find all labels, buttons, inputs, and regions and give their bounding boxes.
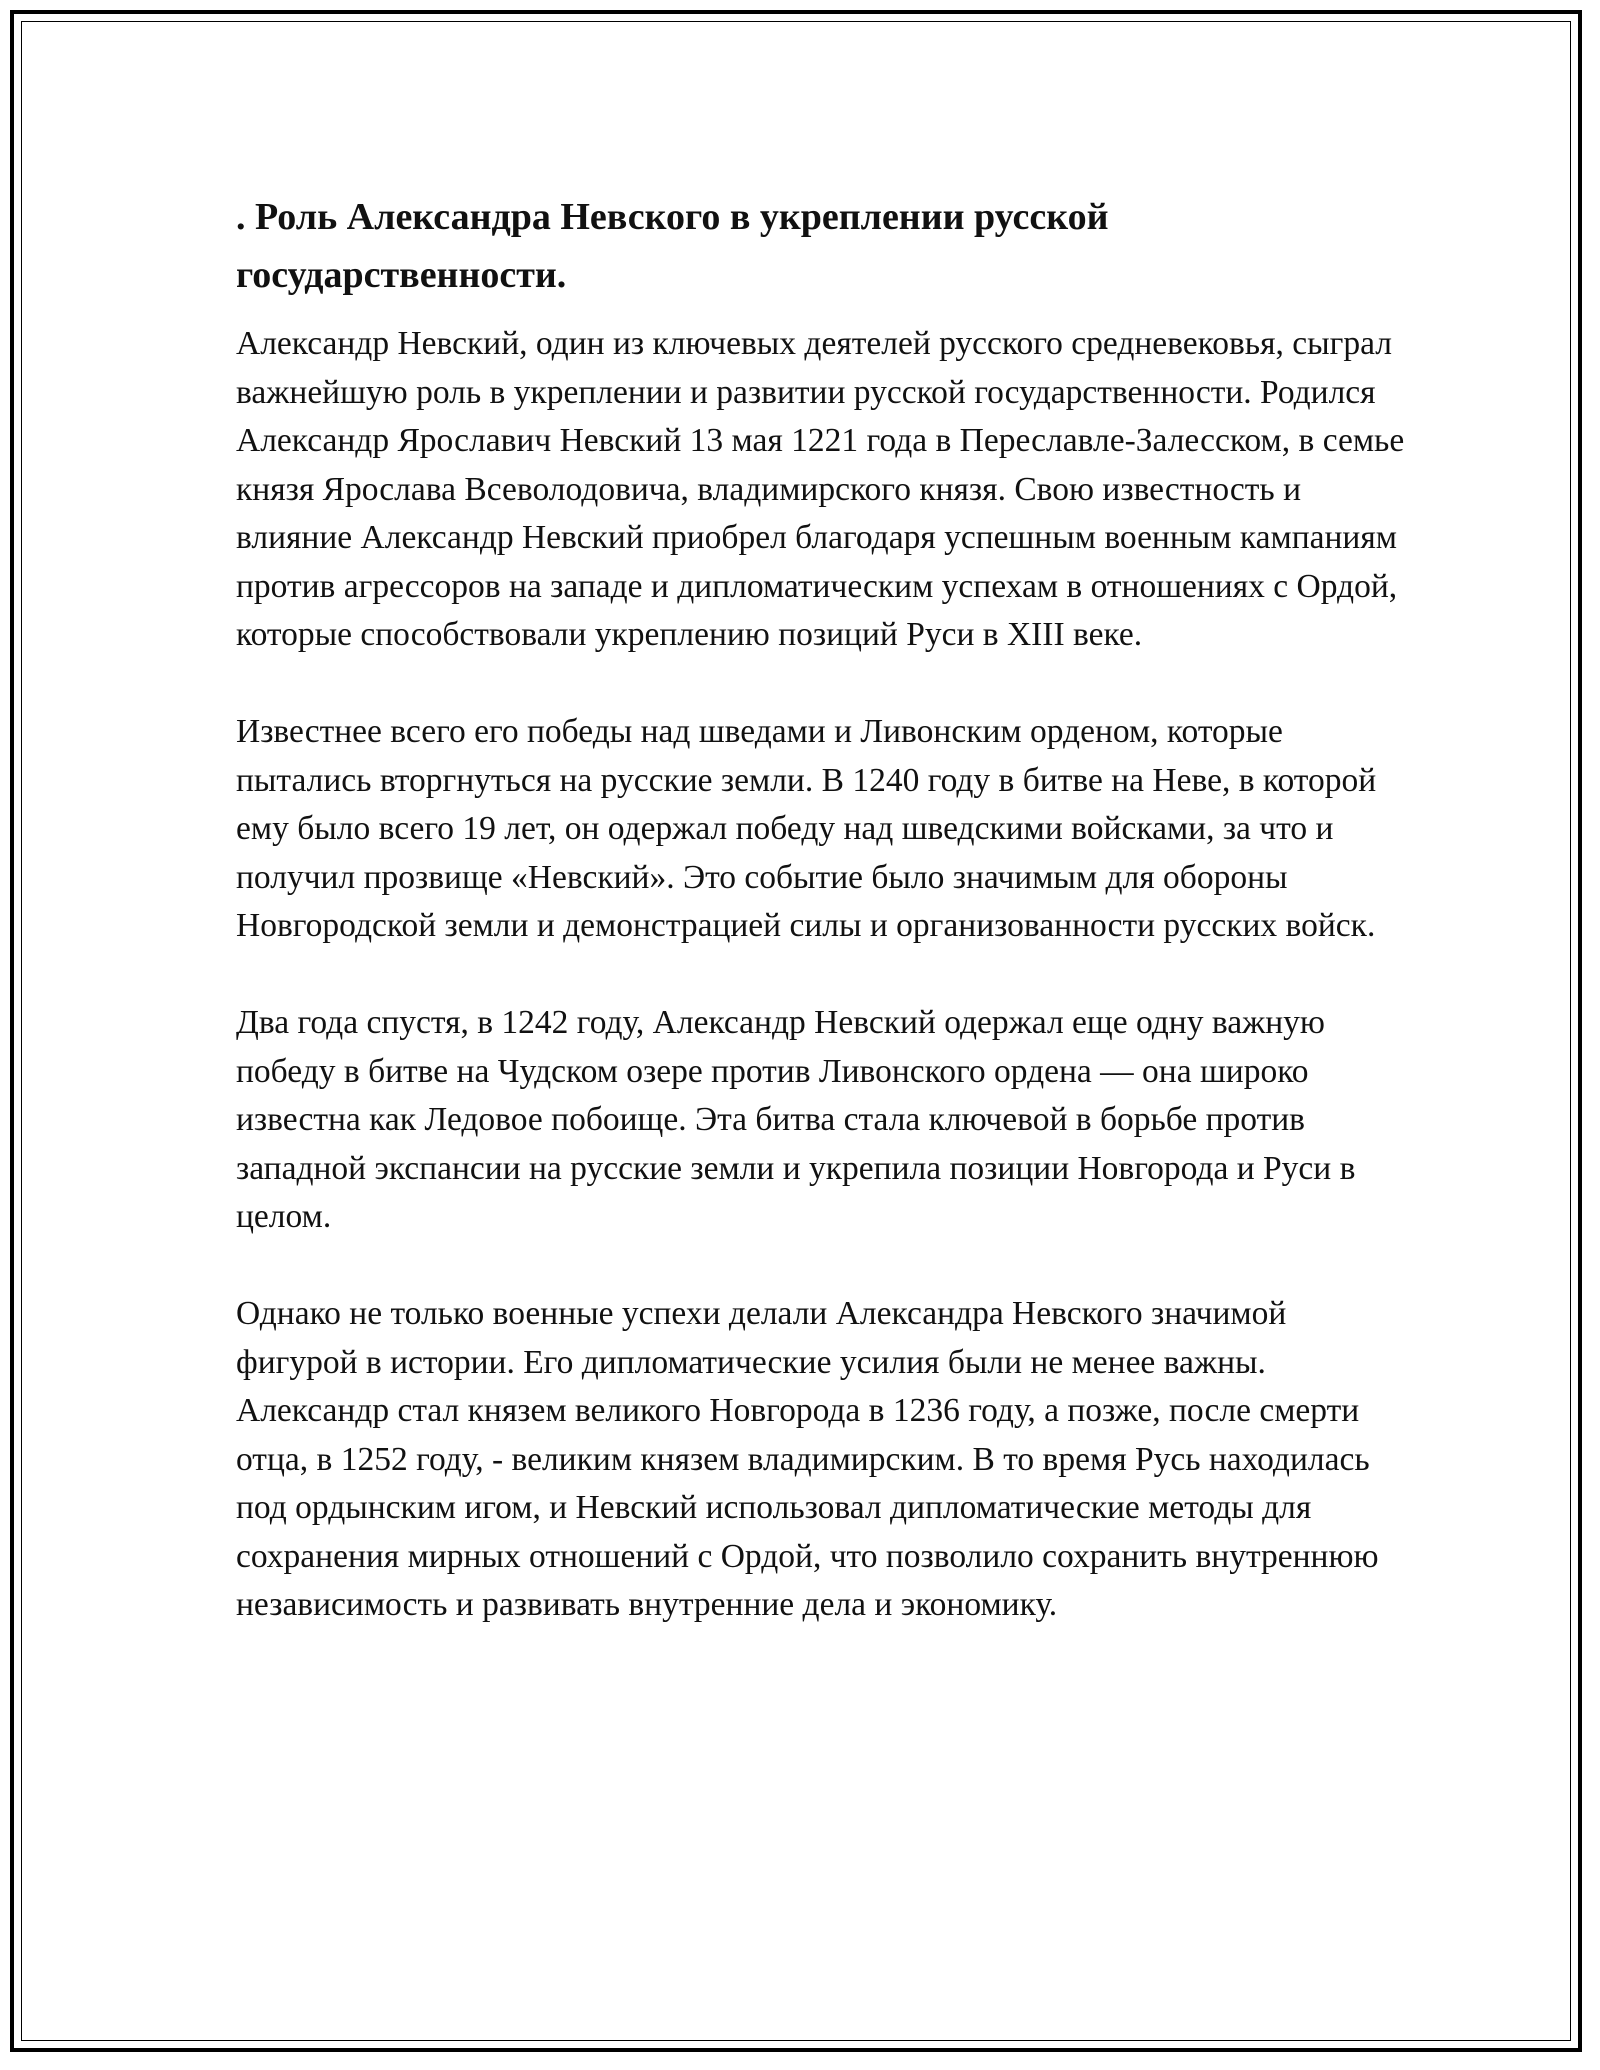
document-body <box>236 188 1406 1630</box>
paragraph: Однако не только военные успехи делали Александра Невского значимой фигурой в истории. Его дипломатические усилия были не менее важны. Александр стал князем великого Новгорода в 1236 году, а позже, после смерти отца, в 1252 году, - великим князем владимирским. В то время Русь находилась под ордынским игом, и Невский использовал дипломатические методы для сохранения мирных отношений с Ордой, что позволило сохранить внутреннюю независимость и развивать внутренние дела и экономику. <box>236 1295 1379 1623</box>
paragraph: Александр Невский, один из ключевых деятелей русского средневековья, сыграл важнейшую роль в укреплении и развитии русской государственности. Родился Александр Ярославич Невский 13 мая 1221 года в Переславле-Залесском, в семье князя Ярослава Всеволодовича, владимирского князя. Свою известность и влияние Александр Невский приобрел благодаря успешным военным кампаниям против агрессоров на западе и дипломатическим успехам в отношениях с Ордой, которые способствовали укреплению позиций Руси в XIII веке. <box>236 325 1405 653</box>
paragraph: Два года спустя, в 1242 году, Александр Невский одержал еще одну важную победу в битве на Чудском озере против Ливонского ордена — она широко известна как Ледовое побоище. Эта битва стала ключевой в борьбе против западной экспансии на русские земли и укрепила позиции Новгорода и Руси в целом. <box>236 1004 1356 1235</box>
paragraph: Известнее всего его победы над шведами и Ливонским орденом, которые пытались вторгнуться на русские земли. В 1240 году в битве на Неве, в которой ему было всего 19 лет, он одержал победу над шведскими войсками, за что и получил прозвище «Невский». Это событие было значимым для обороны Новгородской земли и демонстрацией силы и организованности русских войск. <box>236 713 1377 944</box>
document-title: . Роль Александра Невского в укреплении русской государственности. <box>236 196 1109 296</box>
